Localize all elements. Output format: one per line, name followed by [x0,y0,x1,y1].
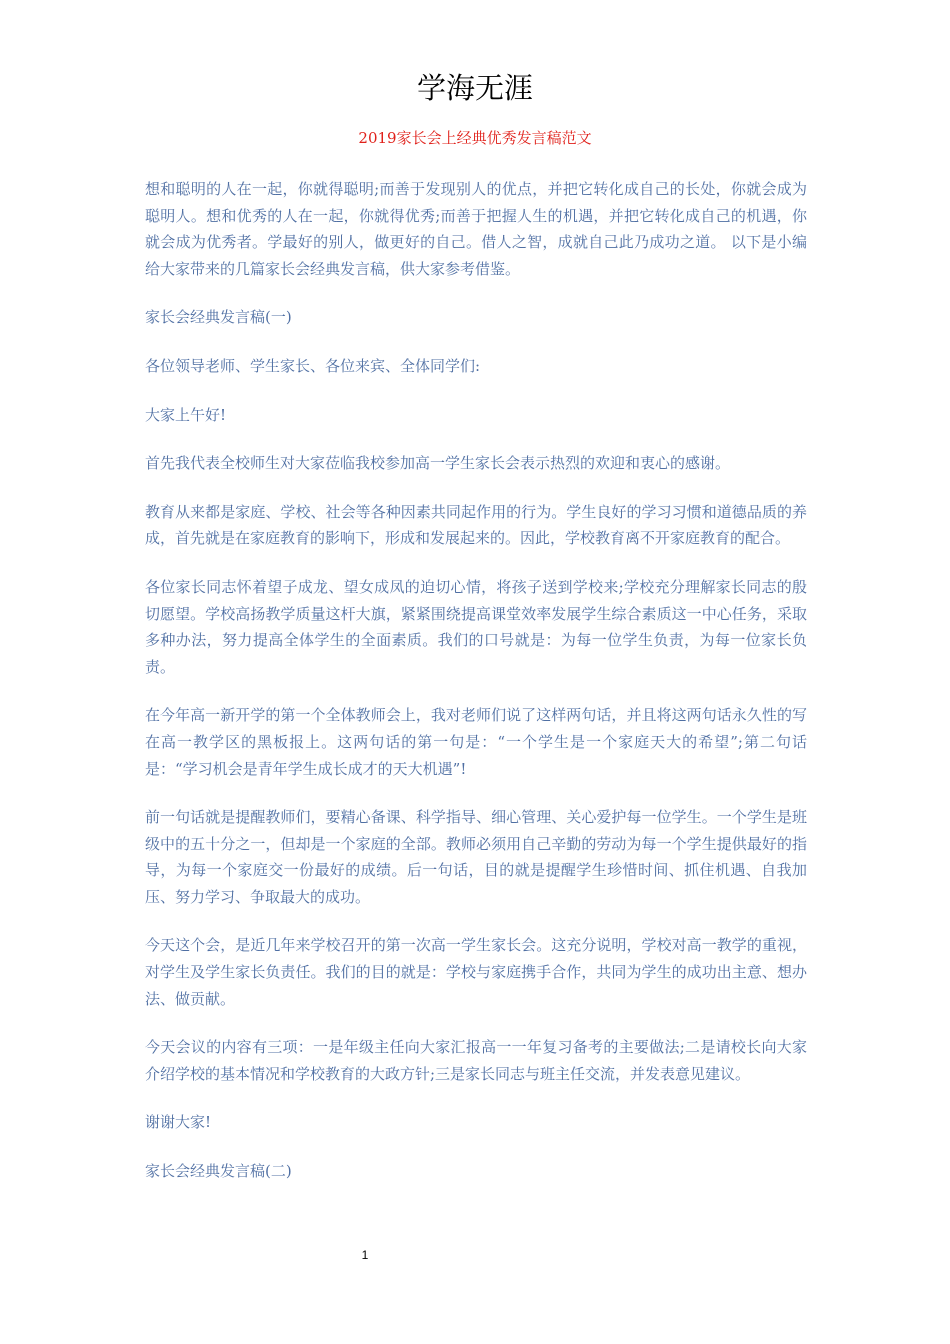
body-paragraph: 在今年高一新开学的第一个全体教师会上，我对老师们说了这样两句话，并且将这两句话永久性的写在高一教学区的黑板报上。这两句话的第一句是：“一个学生是一个家庭天大的希望”;第二句话是：“学习机会是青年学生成长成才的天大机遇”! [145,706,807,778]
greeting: 大家上午好! [145,405,227,424]
document-body [145,176,807,1207]
body-paragraph: 首先我代表全校师生对大家莅临我校参加高一学生家长会表示热烈的欢迎和衷心的感谢。 [145,454,731,473]
section-heading-1: 家长会经典发言稿(一) [145,308,292,327]
salutation: 各位领导老师、学生家长、各位来宾、全体同学们: [145,356,481,375]
body-paragraph: 各位家长同志怀着望子成龙、望女成凤的迫切心情，将孩子送到学校来;学校充分理解家长同志的殷切愿望。学校高扬教学质量这杆大旗，紧紧围绕提高课堂效率发展学生综合素质这一中心任务，采取多种办法，努力提高全体学生的全面素质。我们的口号就是：为每一位学生负责，为每一位家长负责。 [145,577,807,676]
page-title: 学海无涯 [416,71,533,105]
page-number: 1 [361,1248,369,1262]
body-paragraph: 教育从来都是家庭、学校、社会等各种因素共同起作用的行为。学生良好的学习习惯和道德品质的养成，首先就是在家庭教育的影响下，形成和发展起来的。因此，学校教育离不开家庭教育的配合。 [145,502,807,548]
body-paragraph: 前一句话就是提醒教师们，要精心备课、科学指导、细心管理、关心爱护每一位学生。一个学生是班级中的五十分之一，但却是一个家庭的全部。教师必须用自己辛勤的劳动为每一个学生提供最好的指导，为每一个家庭交一份最好的成绩。后一句话，目的就是提醒学生珍惜时间、抓住机遇、自我加压、努力学习、争取最大的成功。 [145,808,807,906]
closing: 谢谢大家! [145,1113,212,1132]
body-paragraph: 今天这个会，是近几年来学校召开的第一次高一学生家长会。这充分说明，学校对高一教学的重视，对学生及学生家长负责任。我们的目的就是：学校与家庭携手合作，共同为学生的成功出主意、想办法、做贡献。 [145,936,807,1008]
body-paragraph: 今天会议的内容有三项：一是年级主任向大家汇报高一一年复习备考的主要做法;二是请校长向大家介绍学校的基本情况和学校教育的大政方针;三是家长同志与班主任交流，并发表意见建议。 [145,1038,807,1083]
intro-paragraph: 想和聪明的人在一起，你就得聪明;而善于发现别人的优点，并把它转化成自己的长处，你就会成为聪明人。想和优秀的人在一起，你就得优秀;而善于把握人生的机遇，并把它转化成自己的机遇，你就会成为优秀者。学最好的别人，做更好的自己。借人之智，成就自己此乃成功之道。 以下是小编给大家带来的几篇家长会经典发言稿，供大家参考借鉴。 [145,180,807,278]
document-subtitle: 2019家长会上经典优秀发言稿范文 [358,129,592,147]
section-heading-2: 家长会经典发言稿(二) [145,1162,292,1181]
